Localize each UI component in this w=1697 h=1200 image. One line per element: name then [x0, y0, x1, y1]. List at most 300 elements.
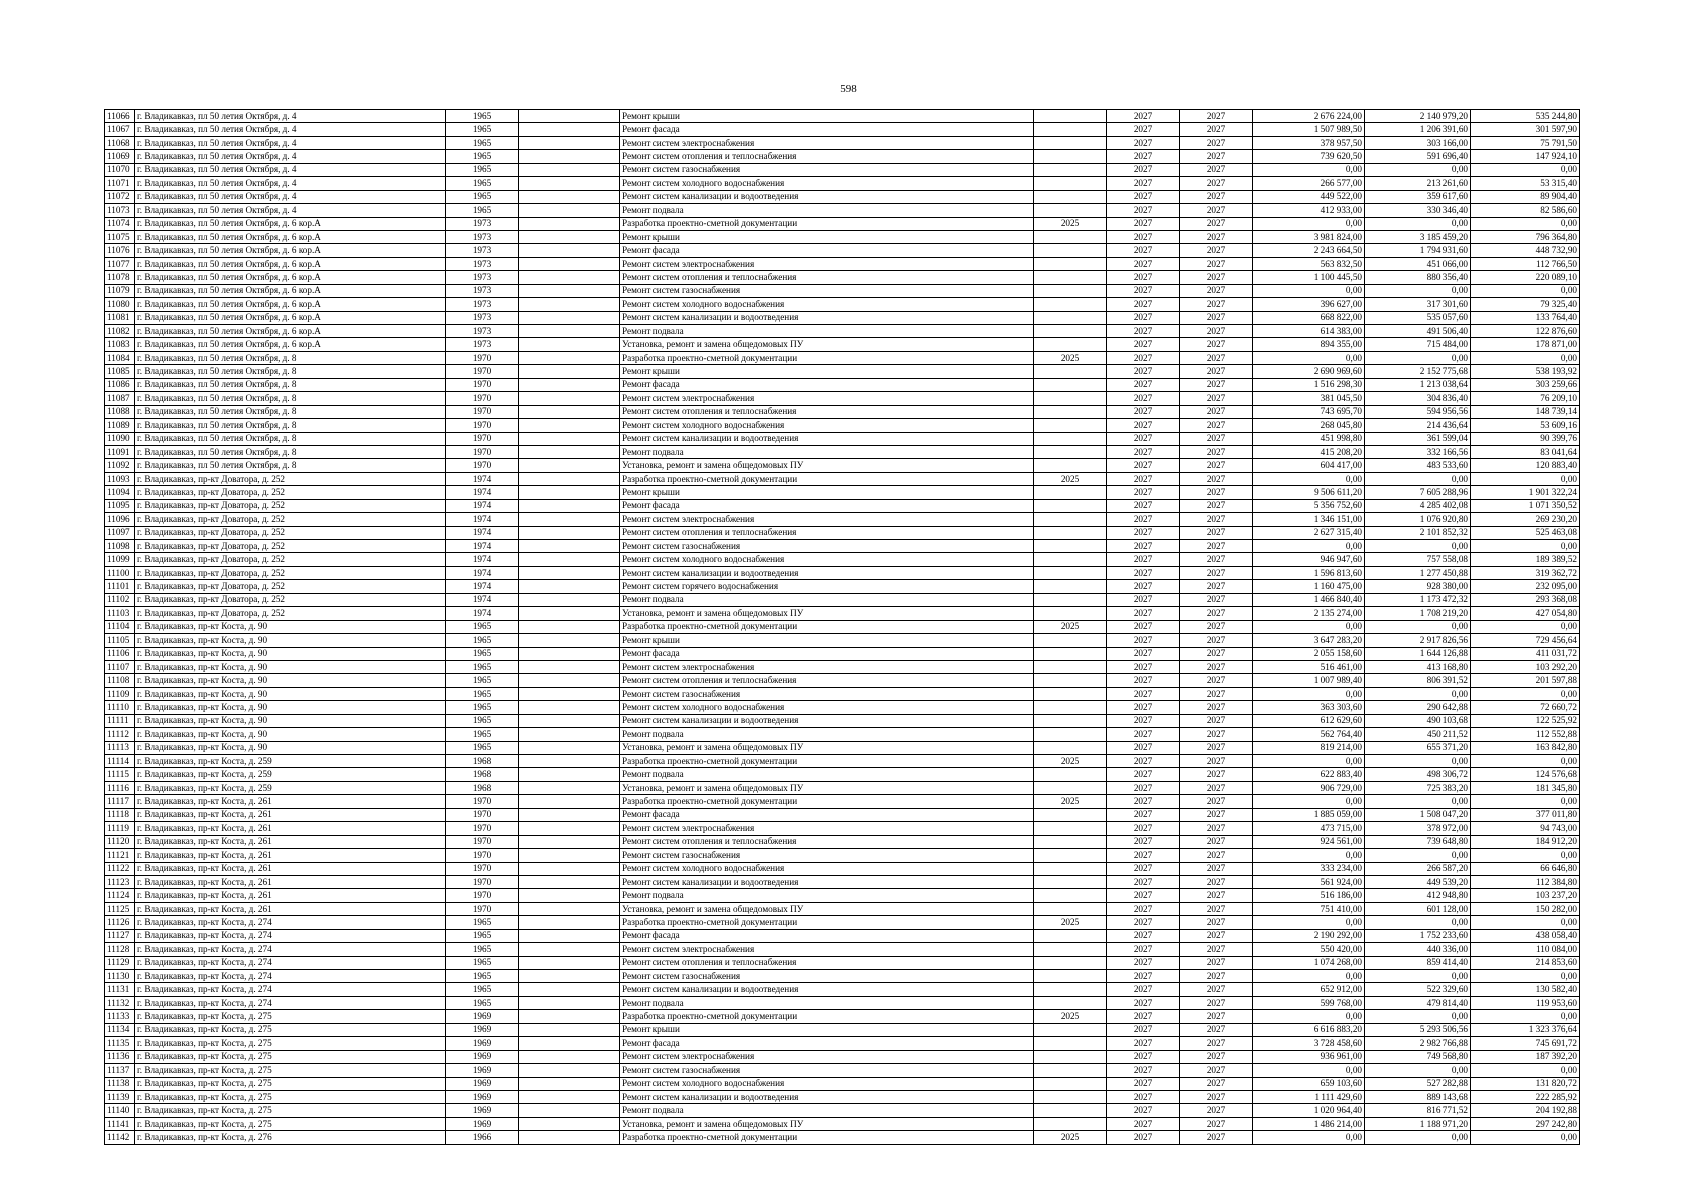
planned-year-cell — [1034, 849, 1107, 862]
end-year-cell: 2027 — [1180, 311, 1253, 324]
table-row — [105, 983, 1580, 996]
empty-cell — [519, 311, 620, 324]
planned-year-cell — [1034, 808, 1107, 821]
planned-year-cell — [1034, 513, 1107, 526]
planned-year-cell — [1034, 257, 1107, 270]
total-cost-cell: 550 420,00 — [1253, 943, 1365, 956]
table-row — [105, 728, 1580, 741]
year-built-cell: 1968 — [446, 768, 519, 781]
fund-cost-cell: 1 277 450,88 — [1365, 566, 1471, 579]
address-cell: г. Владикавказ, пл 50 летия Октября, д. 6 кор.А — [135, 244, 446, 257]
start-year-cell: 2027 — [1107, 230, 1180, 243]
empty-cell — [519, 230, 620, 243]
table-row — [105, 1064, 1580, 1077]
year-built-cell: 1974 — [446, 513, 519, 526]
work-type-cell: Ремонт систем газоснабжения — [620, 284, 1034, 297]
empty-cell — [519, 177, 620, 190]
end-year-cell: 2027 — [1180, 1131, 1253, 1144]
owners-cost-cell: 0,00 — [1471, 472, 1580, 485]
total-cost-cell: 612 629,60 — [1253, 714, 1365, 727]
table-row — [105, 795, 1580, 808]
start-year-cell: 2027 — [1107, 150, 1180, 163]
year-built-cell: 1965 — [446, 163, 519, 176]
table-row — [105, 177, 1580, 190]
total-cost-cell: 1 160 475,00 — [1253, 580, 1365, 593]
table-row — [105, 889, 1580, 902]
total-cost-cell: 2 690 969,60 — [1253, 365, 1365, 378]
address-cell: г. Владикавказ, пр-кт Коста, д. 274 — [135, 929, 446, 942]
empty-cell — [519, 351, 620, 364]
fund-cost-cell: 1 213 038,64 — [1365, 378, 1471, 391]
year-built-cell: 1973 — [446, 244, 519, 257]
end-year-cell: 2027 — [1180, 217, 1253, 230]
year-built-cell: 1965 — [446, 970, 519, 983]
start-year-cell: 2027 — [1107, 943, 1180, 956]
table-row — [105, 849, 1580, 862]
planned-year-cell — [1034, 1090, 1107, 1103]
owners-cost-cell: 89 904,40 — [1471, 190, 1580, 203]
planned-year-cell — [1034, 432, 1107, 445]
start-year-cell: 2027 — [1107, 566, 1180, 579]
start-year-cell: 2027 — [1107, 795, 1180, 808]
fund-cost-cell: 451 066,00 — [1365, 257, 1471, 270]
address-cell: г. Владикавказ, пр-кт Коста, д. 275 — [135, 1010, 446, 1023]
start-year-cell: 2027 — [1107, 419, 1180, 432]
end-year-cell: 2027 — [1180, 916, 1253, 929]
total-cost-cell: 614 383,00 — [1253, 325, 1365, 338]
end-year-cell: 2027 — [1180, 647, 1253, 660]
address-cell: г. Владикавказ, пл 50 летия Октября, д. 6 кор.А — [135, 325, 446, 338]
planned-year-cell — [1034, 230, 1107, 243]
start-year-cell: 2027 — [1107, 620, 1180, 633]
fund-cost-cell: 655 371,20 — [1365, 741, 1471, 754]
owners-cost-cell: 163 842,80 — [1471, 741, 1580, 754]
start-year-cell: 2027 — [1107, 244, 1180, 257]
empty-cell — [519, 929, 620, 942]
fund-cost-cell: 1 708 219,20 — [1365, 607, 1471, 620]
planned-year-cell — [1034, 889, 1107, 902]
fund-cost-cell: 479 814,40 — [1365, 996, 1471, 1009]
year-built-cell: 1973 — [446, 311, 519, 324]
owners-cost-cell: 90 399,76 — [1471, 432, 1580, 445]
year-built-cell: 1974 — [446, 553, 519, 566]
owners-cost-cell: 301 597,90 — [1471, 123, 1580, 136]
owners-cost-cell: 133 764,40 — [1471, 311, 1580, 324]
empty-cell — [519, 902, 620, 915]
row-number: 11137 — [105, 1064, 135, 1077]
owners-cost-cell: 122 525,92 — [1471, 714, 1580, 727]
row-number: 11110 — [105, 701, 135, 714]
end-year-cell: 2027 — [1180, 674, 1253, 687]
empty-cell — [519, 499, 620, 512]
owners-cost-cell: 0,00 — [1471, 620, 1580, 633]
start-year-cell: 2027 — [1107, 459, 1180, 472]
owners-cost-cell: 94 743,00 — [1471, 822, 1580, 835]
empty-cell — [519, 526, 620, 539]
year-built-cell: 1969 — [446, 1037, 519, 1050]
planned-year-cell — [1034, 741, 1107, 754]
start-year-cell: 2027 — [1107, 781, 1180, 794]
table-row — [105, 674, 1580, 687]
empty-cell — [519, 983, 620, 996]
start-year-cell: 2027 — [1107, 311, 1180, 324]
end-year-cell: 2027 — [1180, 943, 1253, 956]
start-year-cell: 2027 — [1107, 929, 1180, 942]
empty-cell — [519, 123, 620, 136]
total-cost-cell: 751 410,00 — [1253, 902, 1365, 915]
empty-cell — [519, 1010, 620, 1023]
year-built-cell: 1974 — [446, 580, 519, 593]
work-type-cell: Ремонт подвала — [620, 204, 1034, 217]
table-row — [105, 566, 1580, 579]
owners-cost-cell: 112 384,80 — [1471, 875, 1580, 888]
end-year-cell: 2027 — [1180, 190, 1253, 203]
start-year-cell: 2027 — [1107, 486, 1180, 499]
address-cell: г. Владикавказ, пр-кт Коста, д. 261 — [135, 862, 446, 875]
table-row — [105, 244, 1580, 257]
owners-cost-cell: 0,00 — [1471, 687, 1580, 700]
fund-cost-cell: 601 128,00 — [1365, 902, 1471, 915]
planned-year-cell — [1034, 499, 1107, 512]
table-row — [105, 378, 1580, 391]
year-built-cell: 1965 — [446, 943, 519, 956]
total-cost-cell: 1 007 989,40 — [1253, 674, 1365, 687]
address-cell: г. Владикавказ, пл 50 летия Октября, д. 6 кор.А — [135, 271, 446, 284]
planned-year-cell — [1034, 298, 1107, 311]
year-built-cell: 1965 — [446, 177, 519, 190]
end-year-cell: 2027 — [1180, 835, 1253, 848]
address-cell: г. Владикавказ, пл 50 летия Октября, д. 4 — [135, 190, 446, 203]
row-number: 11114 — [105, 755, 135, 768]
year-built-cell: 1965 — [446, 123, 519, 136]
address-cell: г. Владикавказ, пл 50 летия Октября, д. 8 — [135, 419, 446, 432]
fund-cost-cell: 290 642,88 — [1365, 701, 1471, 714]
owners-cost-cell: 131 820,72 — [1471, 1077, 1580, 1090]
total-cost-cell: 0,00 — [1253, 472, 1365, 485]
planned-year-cell — [1034, 607, 1107, 620]
row-number: 11106 — [105, 647, 135, 660]
total-cost-cell: 0,00 — [1253, 687, 1365, 700]
year-built-cell: 1973 — [446, 284, 519, 297]
owners-cost-cell: 112 766,50 — [1471, 257, 1580, 270]
start-year-cell: 2027 — [1107, 728, 1180, 741]
row-number: 11115 — [105, 768, 135, 781]
start-year-cell: 2027 — [1107, 755, 1180, 768]
table-body — [105, 110, 1580, 1145]
fund-cost-cell: 0,00 — [1365, 472, 1471, 485]
total-cost-cell: 0,00 — [1253, 795, 1365, 808]
end-year-cell: 2027 — [1180, 271, 1253, 284]
planned-year-cell — [1034, 970, 1107, 983]
planned-year-cell — [1034, 338, 1107, 351]
work-type-cell: Ремонт крыши — [620, 110, 1034, 123]
empty-cell — [519, 956, 620, 969]
table-row — [105, 298, 1580, 311]
row-number: 11133 — [105, 1010, 135, 1023]
year-built-cell: 1974 — [446, 472, 519, 485]
table-row — [105, 956, 1580, 969]
start-year-cell: 2027 — [1107, 338, 1180, 351]
work-type-cell: Установка, ремонт и замена общедомовых ПУ — [620, 338, 1034, 351]
end-year-cell: 2027 — [1180, 795, 1253, 808]
work-type-cell: Разработка проектно-сметной документации — [620, 351, 1034, 364]
end-year-cell: 2027 — [1180, 996, 1253, 1009]
table-row — [105, 204, 1580, 217]
start-year-cell: 2027 — [1107, 540, 1180, 553]
work-type-cell: Установка, ремонт и замена общедомовых ПУ — [620, 607, 1034, 620]
planned-year-cell — [1034, 459, 1107, 472]
end-year-cell: 2027 — [1180, 123, 1253, 136]
owners-cost-cell: 297 242,80 — [1471, 1117, 1580, 1130]
table-row — [105, 499, 1580, 512]
work-type-cell: Ремонт систем электроснабжения — [620, 136, 1034, 149]
row-number: 11112 — [105, 728, 135, 741]
year-built-cell: 1969 — [446, 1090, 519, 1103]
owners-cost-cell: 79 325,40 — [1471, 298, 1580, 311]
year-built-cell: 1968 — [446, 755, 519, 768]
owners-cost-cell: 411 031,72 — [1471, 647, 1580, 660]
total-cost-cell: 1 074 268,00 — [1253, 956, 1365, 969]
work-type-cell: Разработка проектно-сметной документации — [620, 1131, 1034, 1144]
planned-year-cell — [1034, 875, 1107, 888]
planned-year-cell — [1034, 862, 1107, 875]
fund-cost-cell: 0,00 — [1365, 916, 1471, 929]
total-cost-cell: 936 961,00 — [1253, 1050, 1365, 1063]
start-year-cell: 2027 — [1107, 970, 1180, 983]
work-type-cell: Ремонт фасада — [620, 123, 1034, 136]
fund-cost-cell: 378 972,00 — [1365, 822, 1471, 835]
total-cost-cell: 363 303,60 — [1253, 701, 1365, 714]
empty-cell — [519, 419, 620, 432]
owners-cost-cell: 66 646,80 — [1471, 862, 1580, 875]
start-year-cell: 2027 — [1107, 862, 1180, 875]
owners-cost-cell: 103 237,20 — [1471, 889, 1580, 902]
address-cell: г. Владикавказ, пр-кт Коста, д. 274 — [135, 956, 446, 969]
owners-cost-cell: 214 853,60 — [1471, 956, 1580, 969]
row-number: 11126 — [105, 916, 135, 929]
total-cost-cell: 449 522,00 — [1253, 190, 1365, 203]
total-cost-cell: 451 998,80 — [1253, 432, 1365, 445]
empty-cell — [519, 445, 620, 458]
total-cost-cell: 1 507 989,50 — [1253, 123, 1365, 136]
year-built-cell: 1970 — [446, 889, 519, 902]
address-cell: г. Владикавказ, пр-кт Коста, д. 275 — [135, 1104, 446, 1117]
empty-cell — [519, 1104, 620, 1117]
row-number: 11097 — [105, 526, 135, 539]
address-cell: г. Владикавказ, пр-кт Коста, д. 261 — [135, 902, 446, 915]
address-cell: г. Владикавказ, пр-кт Коста, д. 276 — [135, 1131, 446, 1144]
address-cell: г. Владикавказ, пр-кт Доватора, д. 252 — [135, 553, 446, 566]
fund-cost-cell: 440 336,00 — [1365, 943, 1471, 956]
owners-cost-cell: 0,00 — [1471, 849, 1580, 862]
work-type-cell: Разработка проектно-сметной документации — [620, 755, 1034, 768]
work-type-cell: Ремонт фасада — [620, 808, 1034, 821]
address-cell: г. Владикавказ, пл 50 летия Октября, д. 6 кор.А — [135, 217, 446, 230]
row-number: 11130 — [105, 970, 135, 983]
owners-cost-cell: 150 282,00 — [1471, 902, 1580, 915]
planned-year-cell — [1034, 701, 1107, 714]
year-built-cell: 1970 — [446, 902, 519, 915]
year-built-cell: 1970 — [446, 405, 519, 418]
end-year-cell: 2027 — [1180, 660, 1253, 673]
planned-year-cell — [1034, 325, 1107, 338]
fund-cost-cell: 806 391,52 — [1365, 674, 1471, 687]
owners-cost-cell: 187 392,20 — [1471, 1050, 1580, 1063]
row-number: 11091 — [105, 445, 135, 458]
planned-year-cell — [1034, 714, 1107, 727]
fund-cost-cell: 332 166,56 — [1365, 445, 1471, 458]
address-cell: г. Владикавказ, пл 50 летия Октября, д. 4 — [135, 136, 446, 149]
empty-cell — [519, 647, 620, 660]
empty-cell — [519, 405, 620, 418]
table-row — [105, 660, 1580, 673]
end-year-cell: 2027 — [1180, 284, 1253, 297]
start-year-cell: 2027 — [1107, 1131, 1180, 1144]
planned-year-cell — [1034, 1050, 1107, 1063]
end-year-cell: 2027 — [1180, 607, 1253, 620]
row-number: 11128 — [105, 943, 135, 956]
table-row — [105, 741, 1580, 754]
table-row — [105, 875, 1580, 888]
address-cell: г. Владикавказ, пр-кт Коста, д. 261 — [135, 808, 446, 821]
row-number: 11105 — [105, 634, 135, 647]
work-type-cell: Ремонт систем газоснабжения — [620, 849, 1034, 862]
address-cell: г. Владикавказ, пр-кт Коста, д. 259 — [135, 781, 446, 794]
address-cell: г. Владикавказ, пл 50 летия Октября, д. 6 кор.А — [135, 338, 446, 351]
table-row — [105, 970, 1580, 983]
address-cell: г. Владикавказ, пл 50 летия Октября, д. 4 — [135, 204, 446, 217]
owners-cost-cell: 147 924,10 — [1471, 150, 1580, 163]
fund-cost-cell: 213 261,60 — [1365, 177, 1471, 190]
address-cell: г. Владикавказ, пр-кт Коста, д. 275 — [135, 1023, 446, 1036]
fund-cost-cell: 412 948,80 — [1365, 889, 1471, 902]
empty-cell — [519, 674, 620, 687]
empty-cell — [519, 486, 620, 499]
start-year-cell: 2027 — [1107, 889, 1180, 902]
year-built-cell: 1974 — [446, 499, 519, 512]
row-number: 11076 — [105, 244, 135, 257]
total-cost-cell: 2 190 292,00 — [1253, 929, 1365, 942]
empty-cell — [519, 862, 620, 875]
planned-year-cell: 2025 — [1034, 472, 1107, 485]
planned-year-cell: 2025 — [1034, 1131, 1107, 1144]
fund-cost-cell: 317 301,60 — [1365, 298, 1471, 311]
start-year-cell: 2027 — [1107, 687, 1180, 700]
empty-cell — [519, 781, 620, 794]
year-built-cell: 1969 — [446, 1064, 519, 1077]
empty-cell — [519, 607, 620, 620]
row-number: 11140 — [105, 1104, 135, 1117]
fund-cost-cell: 491 506,40 — [1365, 325, 1471, 338]
empty-cell — [519, 338, 620, 351]
owners-cost-cell: 112 552,88 — [1471, 728, 1580, 741]
year-built-cell: 1965 — [446, 150, 519, 163]
planned-year-cell — [1034, 419, 1107, 432]
owners-cost-cell: 72 660,72 — [1471, 701, 1580, 714]
work-type-cell: Ремонт систем канализации и водоотведения — [620, 983, 1034, 996]
end-year-cell: 2027 — [1180, 419, 1253, 432]
end-year-cell: 2027 — [1180, 351, 1253, 364]
end-year-cell: 2027 — [1180, 486, 1253, 499]
row-number: 11094 — [105, 486, 135, 499]
empty-cell — [519, 190, 620, 203]
total-cost-cell: 1 486 214,00 — [1253, 1117, 1365, 1130]
end-year-cell: 2027 — [1180, 634, 1253, 647]
empty-cell — [519, 325, 620, 338]
work-type-cell: Ремонт крыши — [620, 1023, 1034, 1036]
row-number: 11141 — [105, 1117, 135, 1130]
total-cost-cell: 599 768,00 — [1253, 996, 1365, 1009]
planned-year-cell — [1034, 728, 1107, 741]
owners-cost-cell: 0,00 — [1471, 916, 1580, 929]
year-built-cell: 1965 — [446, 916, 519, 929]
fund-cost-cell: 266 587,20 — [1365, 862, 1471, 875]
total-cost-cell: 2 627 315,40 — [1253, 526, 1365, 539]
end-year-cell: 2027 — [1180, 862, 1253, 875]
fund-cost-cell: 449 539,20 — [1365, 875, 1471, 888]
address-cell: г. Владикавказ, пл 50 летия Октября, д. 4 — [135, 177, 446, 190]
total-cost-cell: 1 885 059,00 — [1253, 808, 1365, 821]
end-year-cell: 2027 — [1180, 365, 1253, 378]
total-cost-cell: 659 103,60 — [1253, 1077, 1365, 1090]
planned-year-cell — [1034, 822, 1107, 835]
fund-cost-cell: 757 558,08 — [1365, 553, 1471, 566]
end-year-cell: 2027 — [1180, 110, 1253, 123]
year-built-cell: 1965 — [446, 956, 519, 969]
work-type-cell: Ремонт систем электроснабжения — [620, 660, 1034, 673]
work-type-cell: Ремонт систем отопления и теплоснабжения — [620, 956, 1034, 969]
end-year-cell: 2027 — [1180, 378, 1253, 391]
start-year-cell: 2027 — [1107, 593, 1180, 606]
fund-cost-cell: 0,00 — [1365, 849, 1471, 862]
work-type-cell: Ремонт систем холодного водоснабжения — [620, 701, 1034, 714]
start-year-cell: 2027 — [1107, 378, 1180, 391]
end-year-cell: 2027 — [1180, 526, 1253, 539]
fund-cost-cell: 0,00 — [1365, 970, 1471, 983]
empty-cell — [519, 593, 620, 606]
planned-year-cell — [1034, 835, 1107, 848]
year-built-cell: 1973 — [446, 298, 519, 311]
start-year-cell: 2027 — [1107, 956, 1180, 969]
year-built-cell: 1968 — [446, 781, 519, 794]
owners-cost-cell: 0,00 — [1471, 795, 1580, 808]
total-cost-cell: 668 822,00 — [1253, 311, 1365, 324]
owners-cost-cell: 0,00 — [1471, 351, 1580, 364]
fund-cost-cell: 2 152 775,68 — [1365, 365, 1471, 378]
year-built-cell: 1970 — [446, 795, 519, 808]
owners-cost-cell: 184 912,20 — [1471, 835, 1580, 848]
row-number: 11100 — [105, 566, 135, 579]
table-row — [105, 929, 1580, 942]
address-cell: г. Владикавказ, пр-кт Доватора, д. 252 — [135, 540, 446, 553]
table-row — [105, 580, 1580, 593]
owners-cost-cell: 122 876,60 — [1471, 325, 1580, 338]
row-number: 11118 — [105, 808, 135, 821]
owners-cost-cell: 319 362,72 — [1471, 566, 1580, 579]
row-number: 11117 — [105, 795, 135, 808]
address-cell: г. Владикавказ, пр-кт Коста, д. 274 — [135, 943, 446, 956]
year-built-cell: 1965 — [446, 190, 519, 203]
owners-cost-cell: 76 209,10 — [1471, 392, 1580, 405]
owners-cost-cell: 181 345,80 — [1471, 781, 1580, 794]
start-year-cell: 2027 — [1107, 674, 1180, 687]
end-year-cell: 2027 — [1180, 755, 1253, 768]
empty-cell — [519, 889, 620, 902]
total-cost-cell: 3 728 458,60 — [1253, 1037, 1365, 1050]
work-type-cell: Ремонт систем газоснабжения — [620, 970, 1034, 983]
owners-cost-cell: 269 230,20 — [1471, 513, 1580, 526]
start-year-cell: 2027 — [1107, 916, 1180, 929]
